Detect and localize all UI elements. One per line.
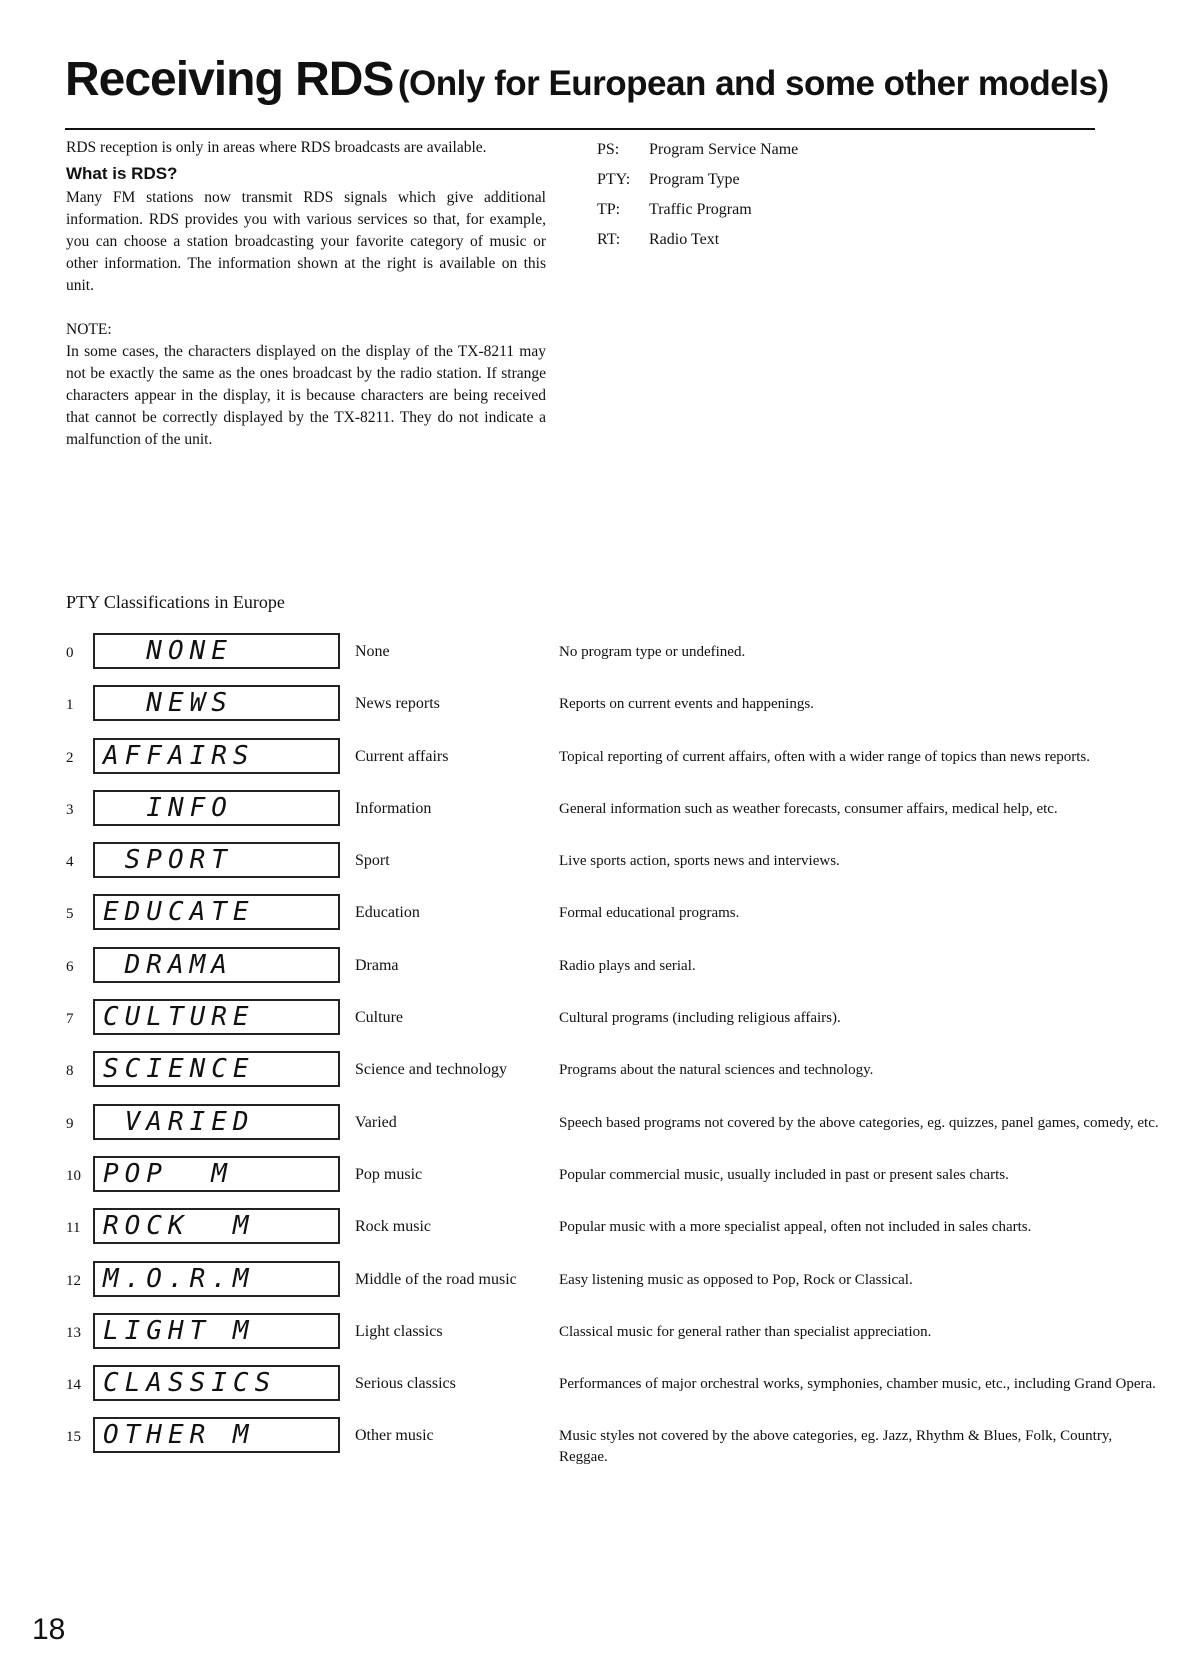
what-is-rds-heading: What is RDS? [66, 164, 178, 183]
page-title-sub: (Only for European and some other models) [397, 64, 1109, 103]
pty-name: Sport [355, 852, 390, 870]
pty-row [60, 894, 1100, 946]
pty-name: None [355, 643, 390, 660]
abbreviation-value: Program Service Name [649, 141, 799, 158]
pty-name: Drama [355, 956, 399, 974]
pty-name: News reports [355, 695, 440, 713]
pty-name: Serious classics [355, 1375, 456, 1393]
intro-column [66, 137, 546, 451]
pty-display-code: VARIED [93, 1104, 340, 1140]
pty-display-code: DRAMA [93, 947, 340, 983]
pty-number: 15 [66, 1429, 81, 1446]
pty-display-code: SCIENCE [93, 1051, 340, 1087]
pty-number: 8 [66, 1063, 74, 1080]
pty-description: Music styles not covered by the above categories, eg. Jazz, Rhythm & Blues, Folk, Country, Reggae. [559, 1428, 1113, 1466]
pty-row [60, 1417, 1113, 1469]
pty-row [60, 790, 1100, 842]
abbreviation-item [597, 171, 798, 201]
pty-display-code: CULTURE [93, 999, 340, 1035]
pty-row [60, 947, 1100, 999]
pty-number: 10 [66, 1167, 81, 1184]
pty-number: 11 [66, 1220, 81, 1237]
abbreviation-key: RT: [597, 231, 621, 248]
note-label: NOTE: [66, 321, 112, 338]
pty-row [60, 1208, 1100, 1260]
availability-text: RDS reception is only in areas where RDS broadcasts are available. [66, 139, 487, 156]
abbreviation-list [597, 141, 798, 261]
abbreviation-value: Radio Text [649, 231, 720, 248]
pty-description: Programs about the natural sciences and technology. [559, 1062, 874, 1079]
pty-number: 9 [66, 1115, 74, 1132]
abbreviation-key: PS: [597, 141, 620, 158]
note-body: In some cases, the characters displayed on the display of the TX-8211 may not be exactly the same as the ones broadcast by the radio station. If strange characters appear in the display, it is because characters are being received that cannot be correctly displayed by the TX-8211. They do not indicate a malfunction of the unit. [66, 343, 546, 448]
pty-row [60, 842, 1100, 894]
pty-display-code: EDUCATE [93, 894, 340, 930]
pty-display-code: POP M [93, 1156, 340, 1192]
pty-description: Classical music for general rather than specialist appreciation. [559, 1323, 932, 1340]
pty-heading: PTY Classifications in Europe [66, 592, 285, 612]
pty-name: Education [355, 904, 420, 922]
pty-row [60, 1051, 1100, 1103]
pty-number: 5 [66, 906, 74, 923]
pty-name: Culture [355, 1009, 403, 1027]
abbreviation-item [597, 201, 798, 231]
pty-description: Popular music with a more specialist appeal, often not included in sales charts. [559, 1219, 1032, 1236]
pty-display-code: SPORT [93, 842, 340, 878]
pty-row [60, 1156, 1100, 1208]
pty-row [60, 1313, 1100, 1365]
pty-name: Current affairs [355, 747, 449, 765]
pty-description: No program type or undefined. [559, 644, 746, 660]
pty-number: 14 [66, 1377, 81, 1394]
abbreviation-key: PTY: [597, 171, 631, 188]
pty-name: Rock music [355, 1218, 431, 1236]
pty-row [60, 1365, 1156, 1417]
page-title-main: Receiving RDS [65, 53, 394, 106]
pty-description: Formal educational programs. [559, 905, 740, 922]
pty-row [60, 633, 1100, 685]
abbreviation-key: TP: [597, 201, 621, 218]
pty-description: Easy listening music as opposed to Pop, Rock or Classical. [559, 1271, 913, 1288]
pty-display-code: INFO [93, 790, 340, 826]
pty-name: Light classics [355, 1322, 443, 1340]
pty-description: Popular commercial music, usually included in past or present sales charts. [559, 1166, 1009, 1183]
pty-row [60, 1104, 1159, 1156]
pty-number: 13 [66, 1324, 81, 1341]
pty-display-code: NONE [93, 633, 340, 669]
pty-display-code: NEWS [93, 685, 340, 721]
abbreviation-value: Traffic Program [649, 201, 752, 218]
pty-number: 12 [66, 1272, 81, 1289]
what-is-rds-body: Many FM stations now transmit RDS signals which give additional information. RDS provides you with various services so that, for example, you can choose a station broadcasting your favorite category of music or other information. The information shown at the right is available on this unit. [66, 189, 546, 294]
pty-number: 2 [66, 749, 74, 766]
pty-number: 7 [66, 1011, 74, 1028]
pty-number: 1 [66, 697, 74, 714]
pty-description: Radio plays and serial. [559, 957, 696, 974]
pty-name: Varied [355, 1113, 397, 1131]
pty-description: General information such as weather forecasts, consumer affairs, medical help, etc. [559, 800, 1058, 817]
pty-display-code: LIGHT M [93, 1313, 340, 1349]
title-rule [65, 128, 1095, 130]
pty-description: Reports on current events and happenings. [559, 696, 814, 713]
pty-row [60, 738, 1100, 790]
pty-number: 4 [66, 854, 74, 871]
page-number: 18 [32, 1613, 66, 1646]
pty-number: 0 [66, 645, 74, 661]
pty-number: 3 [66, 801, 74, 818]
abbreviation-item [597, 231, 798, 261]
pty-row [60, 1261, 1100, 1313]
abbreviation-item [597, 141, 798, 171]
pty-number: 6 [66, 958, 74, 975]
pty-name: Science and technology [355, 1061, 507, 1079]
pty-row [60, 999, 1100, 1051]
page-title [65, 52, 1109, 107]
pty-display-code: CLASSICS [93, 1365, 340, 1401]
pty-row [60, 685, 1100, 737]
pty-display-code: M.O.R.M [93, 1261, 340, 1297]
pty-name: Information [355, 799, 432, 817]
pty-name: Middle of the road music [355, 1270, 517, 1288]
pty-display-code: ROCK M [93, 1208, 340, 1244]
pty-table [60, 633, 1159, 1470]
pty-name: Other music [355, 1427, 434, 1445]
pty-description: Live sports action, sports news and interviews. [559, 853, 840, 870]
pty-description: Speech based programs not covered by the above categories, eg. quizzes, panel games, comedy, etc. [559, 1114, 1159, 1131]
pty-display-code: AFFAIRS [93, 738, 340, 774]
pty-display-code: OTHER M [93, 1417, 340, 1453]
abbreviation-value: Program Type [649, 171, 740, 188]
pty-name: Pop music [355, 1165, 423, 1183]
pty-description: Cultural programs (including religious affairs). [559, 1010, 841, 1027]
pty-description: Performances of major orchestral works, symphonies, chamber music, etc., including Grand Opera. [559, 1376, 1156, 1393]
pty-description: Topical reporting of current affairs, often with a wider range of topics than news reports. [559, 748, 1090, 765]
